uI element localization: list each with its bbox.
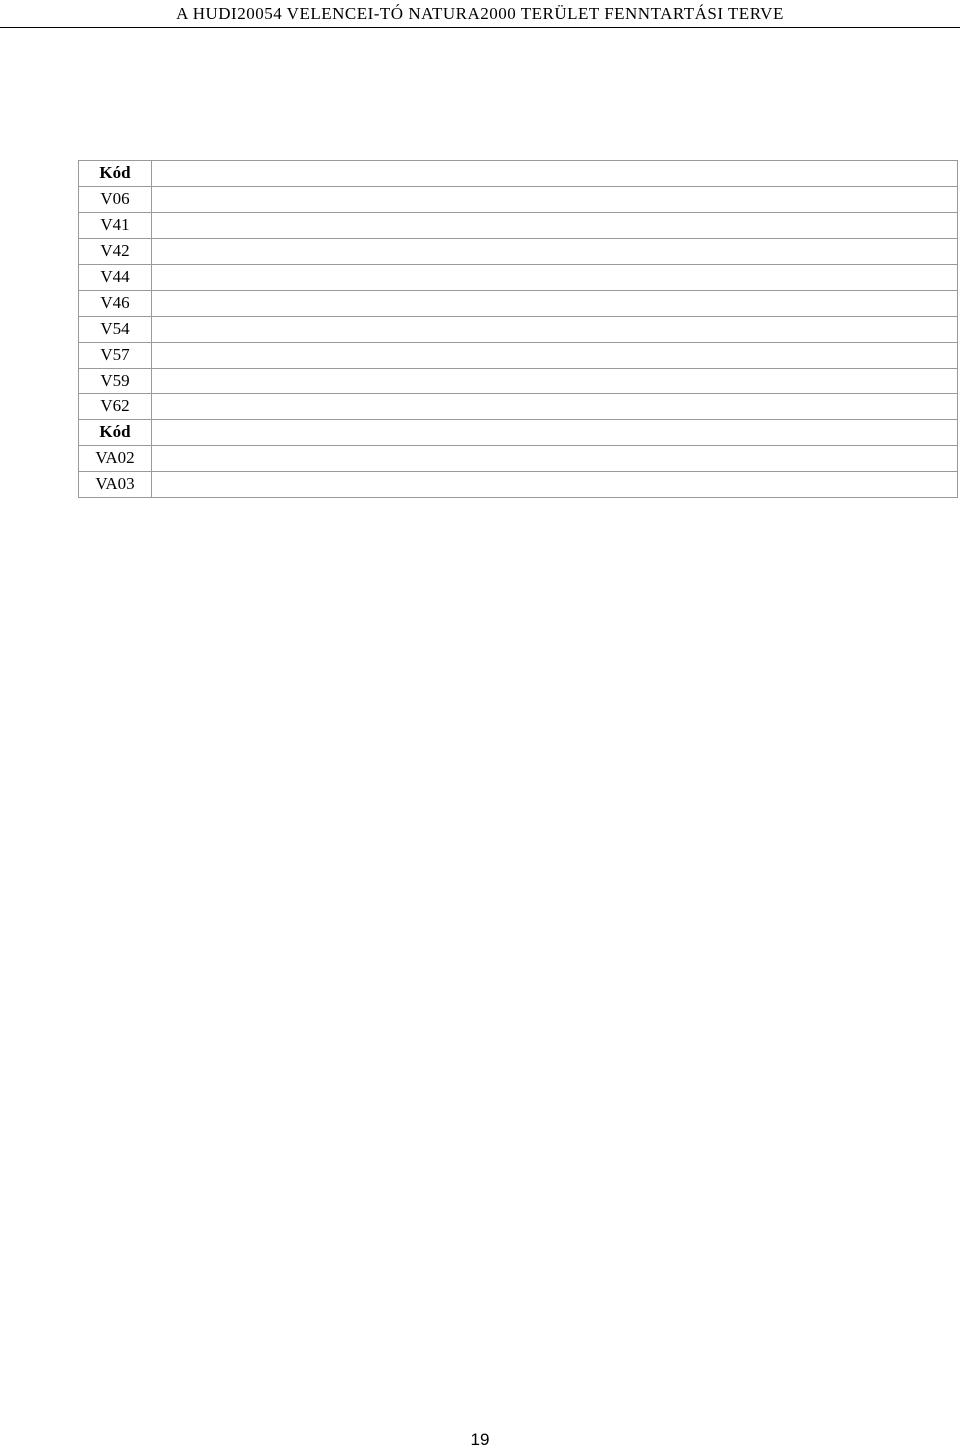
table-row: [79, 342, 958, 368]
row-text: [152, 472, 958, 498]
table-section-heading: [152, 161, 958, 187]
row-code: V54: [79, 316, 152, 342]
table-row: [79, 316, 958, 342]
table-row: [79, 186, 958, 212]
table-row: [79, 446, 958, 472]
table-row: [79, 238, 958, 264]
row-code: V62: [79, 394, 152, 420]
page-number: 19: [470, 1430, 490, 1449]
row-text: [152, 264, 958, 290]
table-row: [79, 264, 958, 290]
row-code: V59: [79, 368, 152, 394]
table-section-heading: [152, 420, 958, 446]
table-section-header: [79, 420, 958, 446]
row-code: VA03: [79, 472, 152, 498]
row-code: V06: [79, 186, 152, 212]
row-text: [152, 238, 958, 264]
row-code: V42: [79, 238, 152, 264]
row-text: [152, 368, 958, 394]
row-text: [152, 394, 958, 420]
row-code: V57: [79, 342, 152, 368]
row-code: V41: [79, 212, 152, 238]
row-text: [152, 186, 958, 212]
row-text: [152, 290, 958, 316]
row-text: [152, 446, 958, 472]
table-section-header: [79, 161, 958, 187]
row-code: VA02: [79, 446, 152, 472]
row-code: V44: [79, 264, 152, 290]
row-text: [152, 342, 958, 368]
code-column-label: Kód: [79, 161, 152, 187]
table-row: [79, 472, 958, 498]
table-row: [79, 212, 958, 238]
row-code: V46: [79, 290, 152, 316]
row-text: [152, 212, 958, 238]
table-row: [79, 368, 958, 394]
table-row: [79, 290, 958, 316]
table-row: [79, 394, 958, 420]
row-text: [152, 316, 958, 342]
proposal-table: [78, 160, 958, 498]
code-column-label: Kód: [79, 420, 152, 446]
running-header: A HUDI20054 VELENCEI-TÓ NATURA2000 TERÜLET FENNTARTÁSI TERVE: [0, 0, 960, 28]
